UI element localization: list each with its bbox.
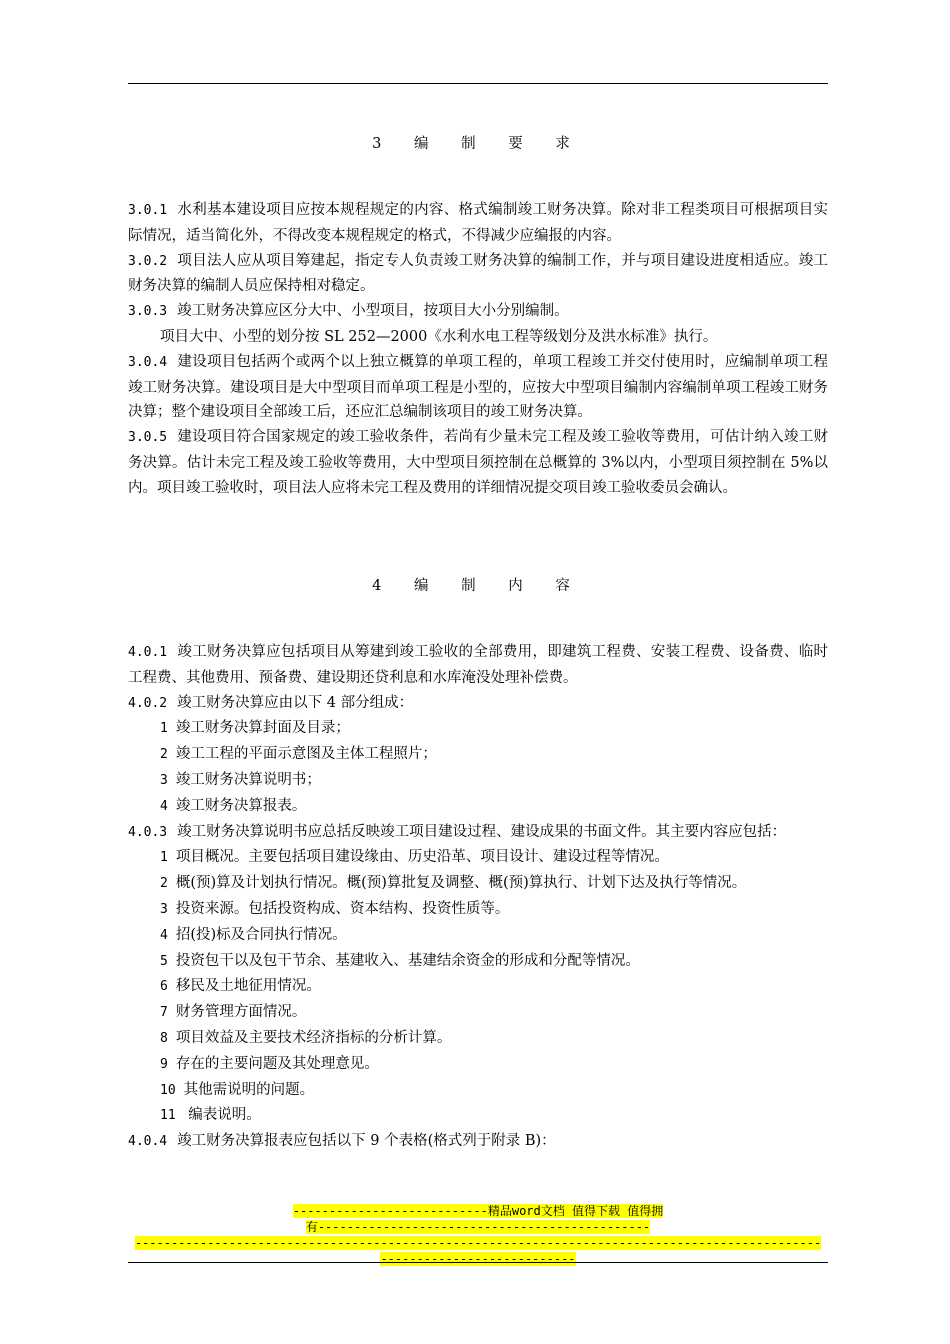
- list-item: 4 招(投)标及合同执行情况。: [160, 926, 347, 943]
- clause-3-0-3: 3.0.3 竣工财务决算应区分大中、小型项目，按项目大小分别编制。: [128, 303, 569, 320]
- list-item: 1 竣工财务决算封面及目录；: [160, 720, 350, 737]
- clause-4-0-4: 4.0.4 竣工财务决算报表应包括以下 9 个表格(格式列于附录 B)：: [128, 1133, 556, 1150]
- list-item: 3 竣工财务决算说明书；: [160, 771, 321, 788]
- clause-3-0-2: 3.0.2 项目法人应从项目筹建起，指定专人负责竣工财务决算的编制工作，并与项目建设进度相适应。竣工财务决算的编制人员应保持相对稳定。: [128, 252, 828, 295]
- list-item: 10 其他需说明的问题。: [160, 1081, 315, 1098]
- list-item: 8 项目效益及主要技术经济指标的分析计算。: [160, 1029, 452, 1046]
- clause-4-0-3: 4.0.3 竣工财务决算说明书应总括反映竣工项目建设过程、建设成果的书面文件。其主要内容应包括：: [128, 823, 787, 840]
- section-4-heading: 4 编 制 内 容: [372, 578, 584, 594]
- list-item: 2 竣工工程的平面示意图及主体工程照片；: [160, 746, 437, 763]
- list-item: 7 财务管理方面情况。: [160, 1004, 307, 1021]
- footer-rule: [128, 1262, 828, 1263]
- section-4-body: [128, 640, 828, 1155]
- section-3-body: [128, 198, 828, 501]
- clause-3-0-5: 3.0.5 建设项目符合国家规定的竣工验收条件，若尚有少量未完工程及竣工验收等费用，可估计纳入竣工财务决算。估计未完工程及竣工验收等费用，大中型项目须控制在总概算的 3%以内，小型项目须控制在 5%以内。项目竣工验收时，项目法人应将未完工程及费用的详细情况提交项目竣工验收委员会确认。: [128, 429, 828, 496]
- footer-line-2: 有----------------------------------------------: [305, 1220, 651, 1234]
- clause-4-0-2: 4.0.2 竣工财务决算应由以下 4 部分组成：: [128, 694, 414, 711]
- list-item: 11 编表说明。: [160, 1107, 261, 1124]
- clause-4-0-1: 4.0.1 竣工财务决算应包括项目从筹建到竣工验收的全部费用，即建筑工程费、安装工程费、设备费、临时工程费、其他费用、预备费、建设期还贷利息和水库淹没处理补偿费。: [128, 644, 828, 686]
- list-item: 2 概(预)算及计划执行情况。概(预)算批复及调整、概(预)算执行、计划下达及执行等情况。: [160, 875, 747, 892]
- list-item: 1 项目概况。主要包括项目建设缘由、历史沿革、项目设计、建设过程等情况。: [160, 849, 669, 866]
- list-item: 4 竣工财务决算报表。: [160, 797, 307, 814]
- footer-line-3: -----------------------------------------------------------------------------------------------: [134, 1236, 822, 1250]
- list-item: 3 投资来源。包括投资构成、资本结构、投资性质等。: [160, 900, 510, 917]
- list-item: 9 存在的主要问题及其处理意见。: [160, 1055, 379, 1072]
- footer-line-1: ---------------------------精品word文档 值得下载 值得拥: [292, 1204, 664, 1218]
- watermark-footer: [128, 1203, 828, 1267]
- clause-3-0-4: 3.0.4 建设项目包括两个或两个以上独立概算的单项工程的，单项工程竣工并交付使用时，应编制单项工程竣工财务决算。建设项目是大中型项目而单项工程是小型的，应按大中型项目编制内容编制单项工程竣工财务决算；整个建设项目全部竣工后，还应汇总编制该项目的竣工财务决算。: [128, 353, 828, 421]
- footer-line-4: ---------------------------: [380, 1252, 576, 1266]
- clause-3-0-3-note: 项目大中、小型的划分按 SL 252—2000《水利水电工程等级划分及洪水标准》执行。: [160, 328, 718, 345]
- list-item: 6 移民及土地征用情况。: [160, 978, 321, 995]
- section-3-heading: 3 编 制 要 求: [372, 136, 584, 152]
- list-item: 5 投资包干以及包干节余、基建收入、基建结余资金的形成和分配等情况。: [160, 952, 640, 969]
- clause-3-0-1: 3.0.1 水利基本建设项目应按本规程规定的内容、格式编制竣工财务决算。除对非工程类项目可根据项目实际情况，适当简化外，不得改变本规程规定的格式，不得减少应编报的内容。: [128, 202, 828, 244]
- header-rule: [128, 83, 828, 84]
